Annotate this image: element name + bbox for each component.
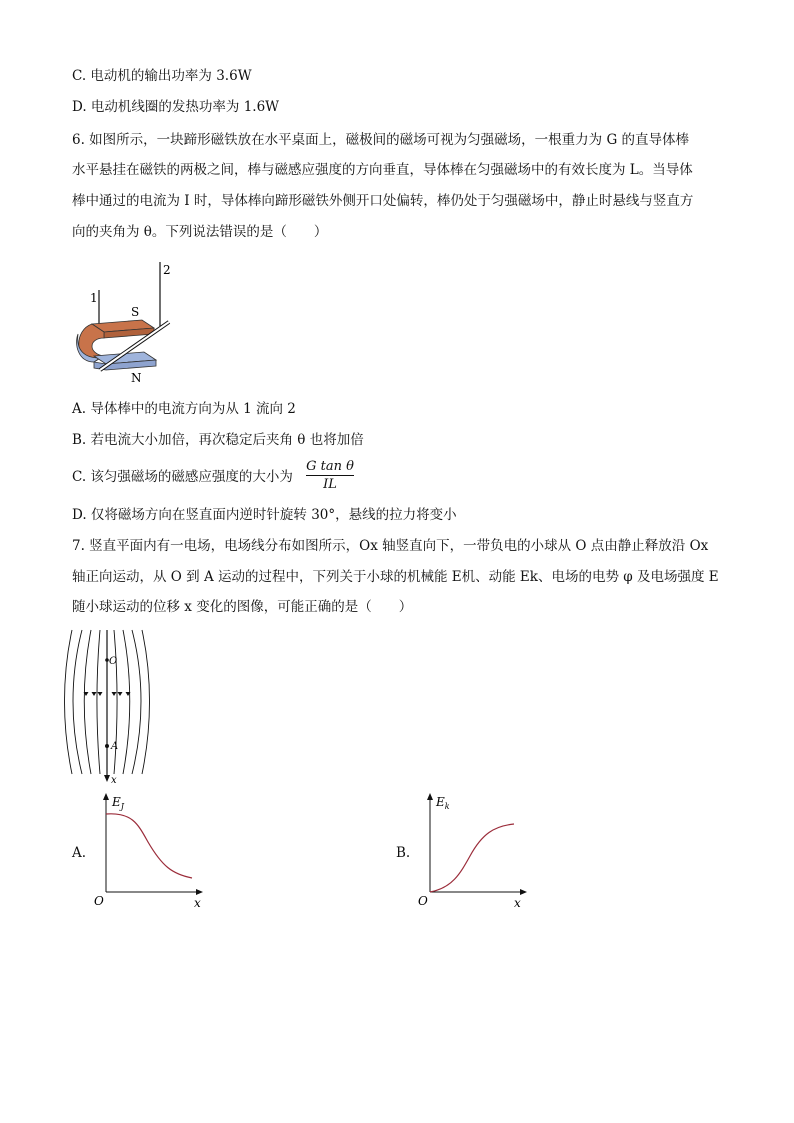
q7-stem-line-2: 轴正向运动，从 O 到 A 运动的过程中，下列关于小球的机械能 E机、动能 Ek、电场的电势 φ 及电场强度 E [72,569,719,585]
label-s-pole: S [131,305,140,319]
fraction-numerator: G tan θ [306,459,354,474]
q7-stem-line-1: 7. 竖直平面内有一电场，电场线分布如图所示，Ox 轴竖直向下，一带负电的小球从 O 点由静止释放沿 Ox [72,538,709,554]
label-a: A [111,741,119,752]
graph-a-origin: O [94,894,104,908]
label-n-pole: N [131,371,142,385]
q6-stem-line-2: 水平悬挂在磁铁的两极之间，棒与磁感应强度的方向垂直，导体棒在匀强磁场中的有效长度为 L。当导体 [72,162,693,178]
q5-option-d: D. 电动机线圈的发热功率为 1.6W [72,99,280,115]
q6-option-d: D. 仅将磁场方向在竖直面内逆时针旋转 30°，悬线的拉力将变小 [72,507,457,523]
electric-field-figure [66,626,146,786]
q5-option-c: C. 电动机的输出功率为 3.6W [72,68,252,84]
ox-axis-arrow [104,775,110,782]
q6-stem-line-4: 向的夹角为 θ。下列说法错误的是（ ） [72,224,328,240]
q6-stem-line-1: 6. 如图所示，一块蹄形磁铁放在水平桌面上，磁极间的磁场可视为匀强磁场，一根重力为 G 的直导体棒 [72,132,690,148]
q6-option-b: B. 若电流大小加倍，再次稳定后夹角 θ 也将加倍 [72,432,364,448]
q6-stem-line-3: 棒中通过的电流为 I 时，导体棒向蹄形磁铁外侧开口处偏转，棒仍处于匀强磁场中，静止时悬线与竖直方 [72,193,694,209]
horseshoe-magnet-figure [70,258,180,386]
graph-b-curve [430,824,514,892]
q6-option-c-fraction [306,459,354,492]
graph-b [416,790,536,910]
graph-b-option: B. [396,845,411,861]
q6-option-c-prefix: C. 该匀强磁场的磁感应强度的大小为 [72,469,293,485]
label-wire-1: 1 [90,291,98,305]
graph-b-origin: O [418,894,428,908]
fraction-denominator: IL [323,477,337,492]
graph-b-xlabel: x [514,896,521,910]
label-o: O [109,656,118,667]
graph-b-ylabel: $E_k$ [436,795,450,811]
point-a [105,744,109,748]
graph-a-curve [106,814,192,878]
graph-a-xlabel: x [194,896,201,910]
q7-stem-line-3: 随小球运动的位移 x 变化的图像，可能正确的是（ ） [72,599,413,615]
label-wire-2: 2 [163,263,171,277]
graph-a [92,790,212,910]
q6-option-a: A. 导体棒中的电流方向为从 1 流向 2 [72,401,296,417]
graph-a-option: A. [72,845,87,861]
graph-a-ylabel: $E_J$ [112,795,124,811]
label-x: x [111,775,117,786]
